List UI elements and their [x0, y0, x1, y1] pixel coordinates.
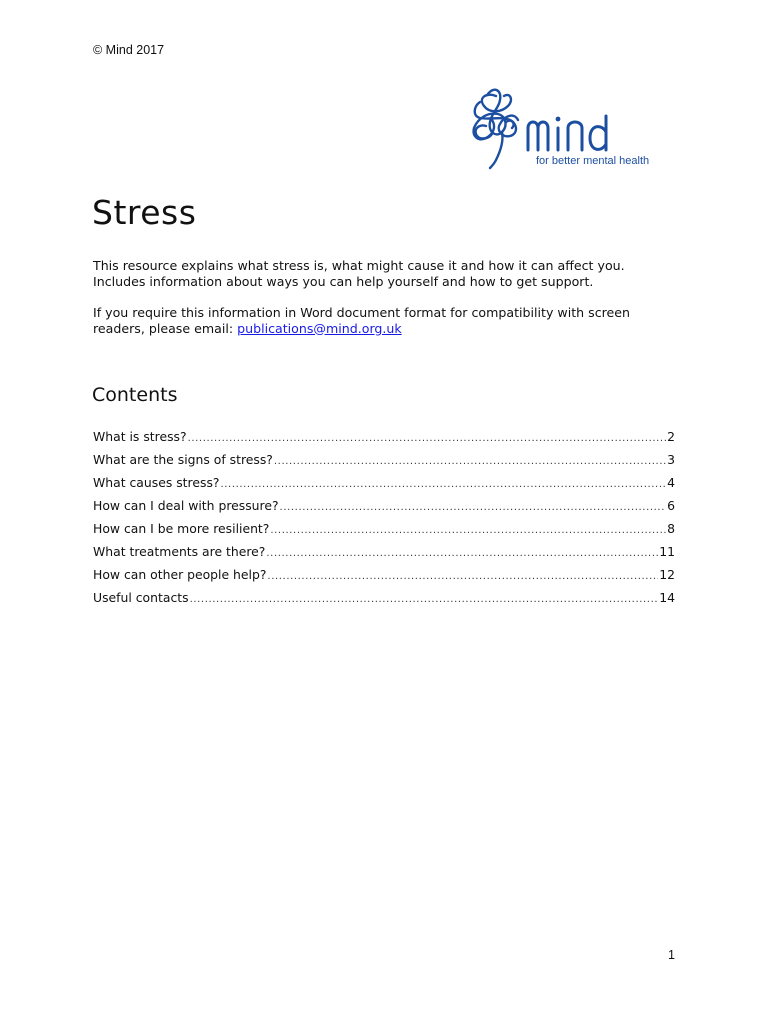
toc-entry[interactable]	[93, 544, 675, 567]
logo-tagline: for better mental health	[536, 155, 650, 167]
toc-leader	[266, 548, 658, 559]
toc-leader	[188, 433, 667, 444]
toc-entry-label: What treatments are there?	[93, 544, 266, 559]
toc-entry-label: How can I deal with pressure?	[93, 498, 279, 513]
toc-entry-page: 6	[667, 498, 675, 513]
toc-entry[interactable]	[93, 429, 675, 452]
table-of-contents	[93, 429, 675, 613]
toc-entry-label: How can I be more resilient?	[93, 521, 270, 536]
toc-entry[interactable]	[93, 498, 675, 521]
toc-entry-label: What causes stress?	[93, 475, 220, 490]
toc-entry-page: 4	[667, 475, 675, 490]
mind-logo-graphic	[466, 82, 678, 172]
accessibility-text: If you require this information in Word document format for compatibility with screen readers, please email:	[93, 305, 630, 336]
toc-entry-label: What is stress?	[93, 429, 187, 444]
toc-leader	[190, 594, 659, 605]
page-number: 1	[668, 948, 675, 962]
toc-entry[interactable]	[93, 475, 675, 498]
toc-entry-page: 8	[667, 521, 675, 536]
toc-entry-label: Useful contacts	[93, 590, 189, 605]
toc-entry-label: How can other people help?	[93, 567, 267, 582]
toc-leader	[270, 525, 666, 536]
toc-entry-page: 12	[659, 567, 675, 582]
page-title: Stress	[92, 193, 197, 232]
toc-entry-page: 11	[659, 544, 675, 559]
copyright-notice: © Mind 2017	[93, 43, 165, 57]
intro-paragraph: This resource explains what stress is, what might cause it and how it can affect you. Includes information about ways you can help yourself and how to get support.	[93, 258, 625, 289]
toc-entry-page: 3	[667, 452, 675, 467]
toc-entry-label: What are the signs of stress?	[93, 452, 273, 467]
toc-entry[interactable]	[93, 521, 675, 544]
email-link[interactable]: publications@mind.org.uk	[237, 320, 402, 336]
toc-leader	[280, 502, 667, 513]
contents-heading: Contents	[92, 384, 178, 406]
toc-entry[interactable]	[93, 452, 675, 475]
toc-entry-page: 2	[667, 429, 675, 444]
mind-logo	[466, 82, 678, 172]
accessibility-paragraph	[93, 305, 673, 336]
logo-i-dot	[556, 117, 561, 122]
toc-entry[interactable]	[93, 567, 675, 590]
toc-entry[interactable]	[93, 590, 675, 613]
toc-leader	[220, 479, 666, 490]
toc-leader	[267, 571, 658, 582]
toc-entry-page: 14	[659, 590, 675, 605]
toc-leader	[274, 456, 666, 467]
